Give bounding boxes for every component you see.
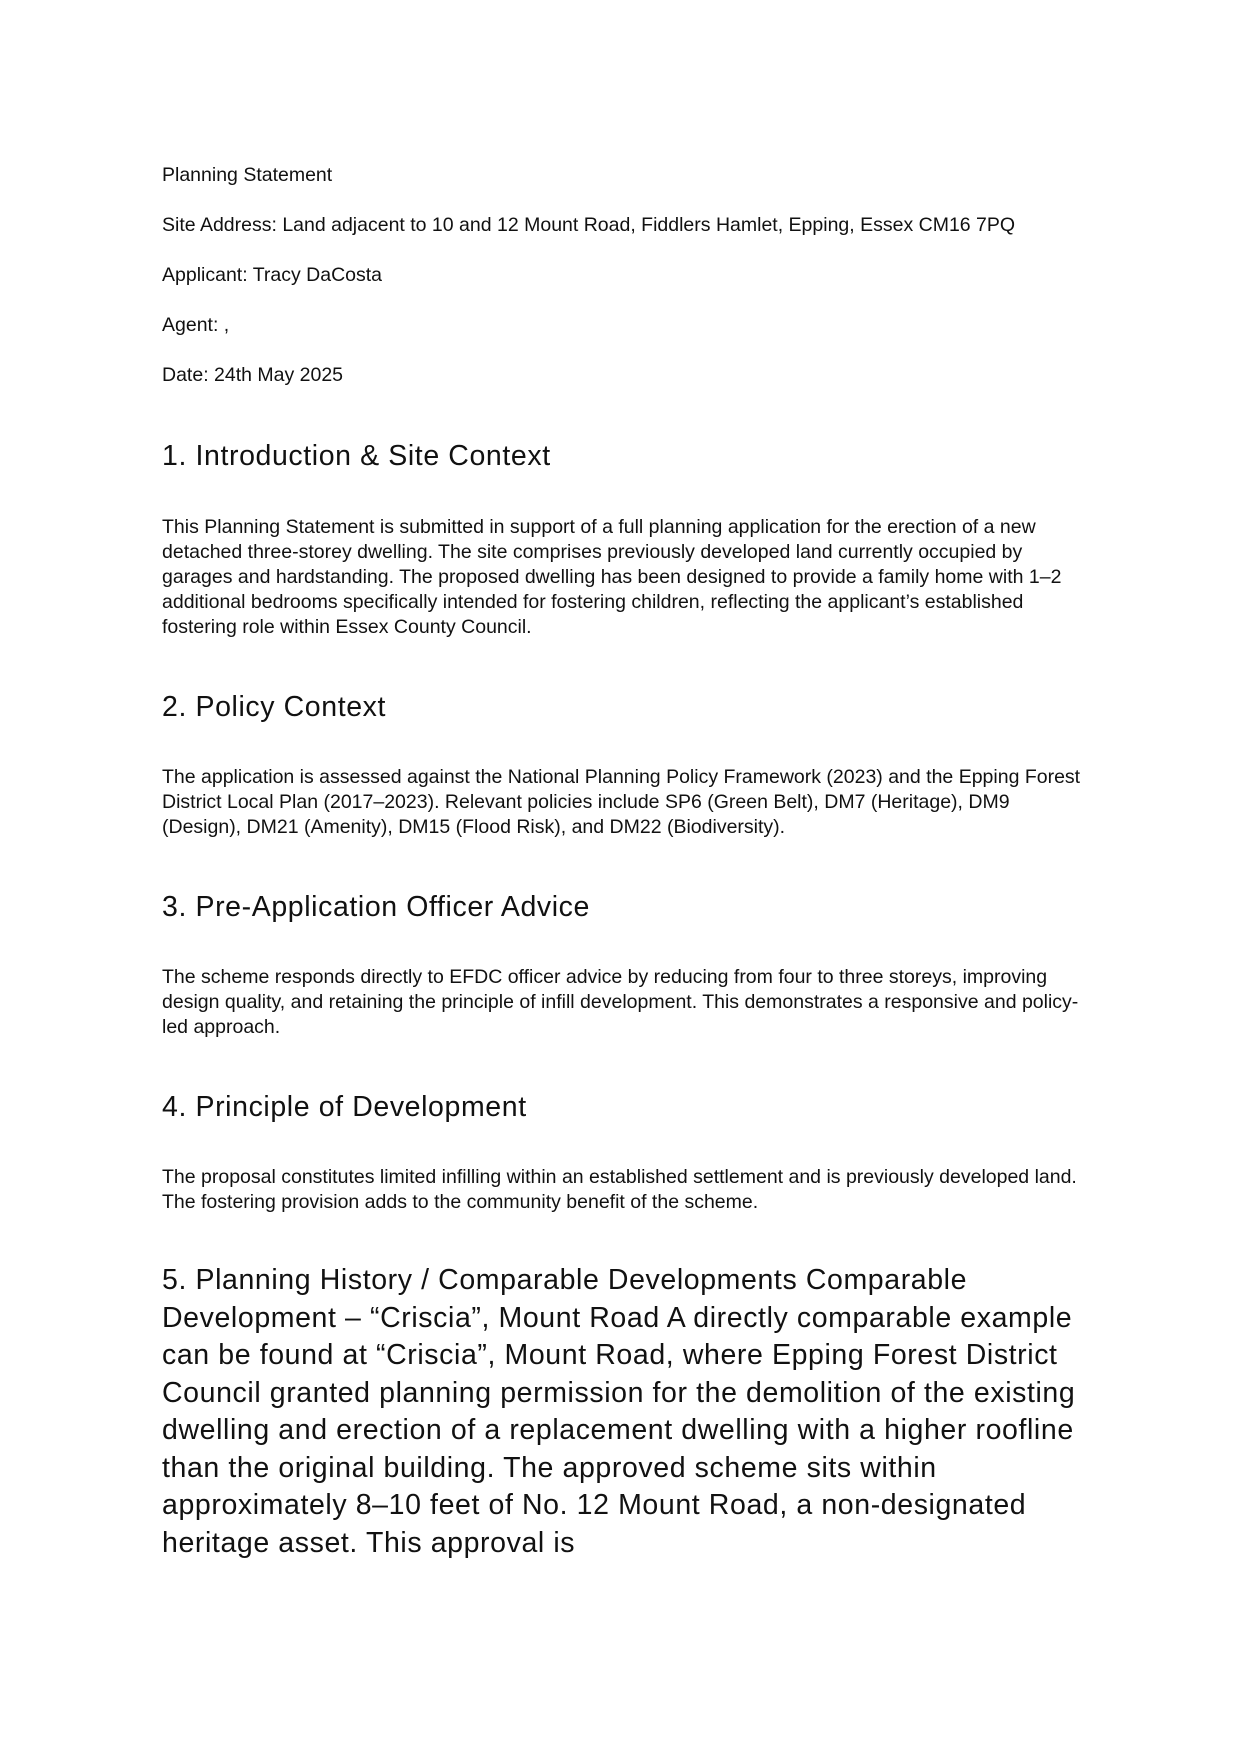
section-heading-pre-application: 3. Pre-Application Officer Advice (162, 891, 590, 923)
agent: Agent: , (162, 314, 230, 336)
date: Date: 24th May 2025 (162, 364, 344, 386)
section-heading-principle: 4. Principle of Development (162, 1091, 527, 1123)
section-heading-policy-context: 2. Policy Context (162, 691, 387, 723)
section-body-policy-context: The application is assessed against the National Planning Policy Framework (2023) and the Epping Forest District Local Plan (2017–2023). Relevant policies include SP6 (Green Belt), DM7 (Heritage), DM9 (Design), DM21 (Amenity), DM15 (Flood Risk), and DM22 (Biodiversity). (162, 766, 1081, 838)
section-heading-introduction: 1. Introduction & Site Context (162, 440, 551, 472)
section-planning-history: 5. Planning History / Comparable Developments Comparable Development – “Criscia”, Mount Road A directly comparable example can be found at “Criscia”, Mount Road, where Epping Forest District Council granted planning permission for the demolition of the existing dwelling and erection of a replacement dwelling with a higher roofline than the original building. The approved scheme sits within approximately 8–10 feet of No. 12 Mount Road, a non-designated heritage asset. This approval is (162, 1264, 1076, 1559)
document-title: Planning Statement (162, 164, 333, 186)
section-body-principle: The proposal constitutes limited infilling within an established settlement and is previously developed land. The fostering provision adds to the community benefit of the scheme. (162, 1166, 1077, 1213)
site-address: Site Address: Land adjacent to 10 and 12 Mount Road, Fiddlers Hamlet, Epping, Essex CM16 7PQ (162, 214, 1016, 236)
section-body-pre-application: The scheme responds directly to EFDC officer advice by reducing from four to three storeys, improving design quality, and retaining the principle of infill development. This demonstrates a responsive and policy-led approach. (162, 966, 1079, 1038)
applicant: Applicant: Tracy DaCosta (162, 264, 383, 286)
section-body-introduction: This Planning Statement is submitted in support of a full planning application for the erection of a new detached three-storey dwelling. The site comprises previously developed land currently occupied by garages and hardstanding. The proposed dwelling has been designed to provide a family home with 1–2 additional bedrooms specifically intended for fostering children, reflecting the applicant’s established fostering role within Essex County Council. (162, 516, 1062, 638)
